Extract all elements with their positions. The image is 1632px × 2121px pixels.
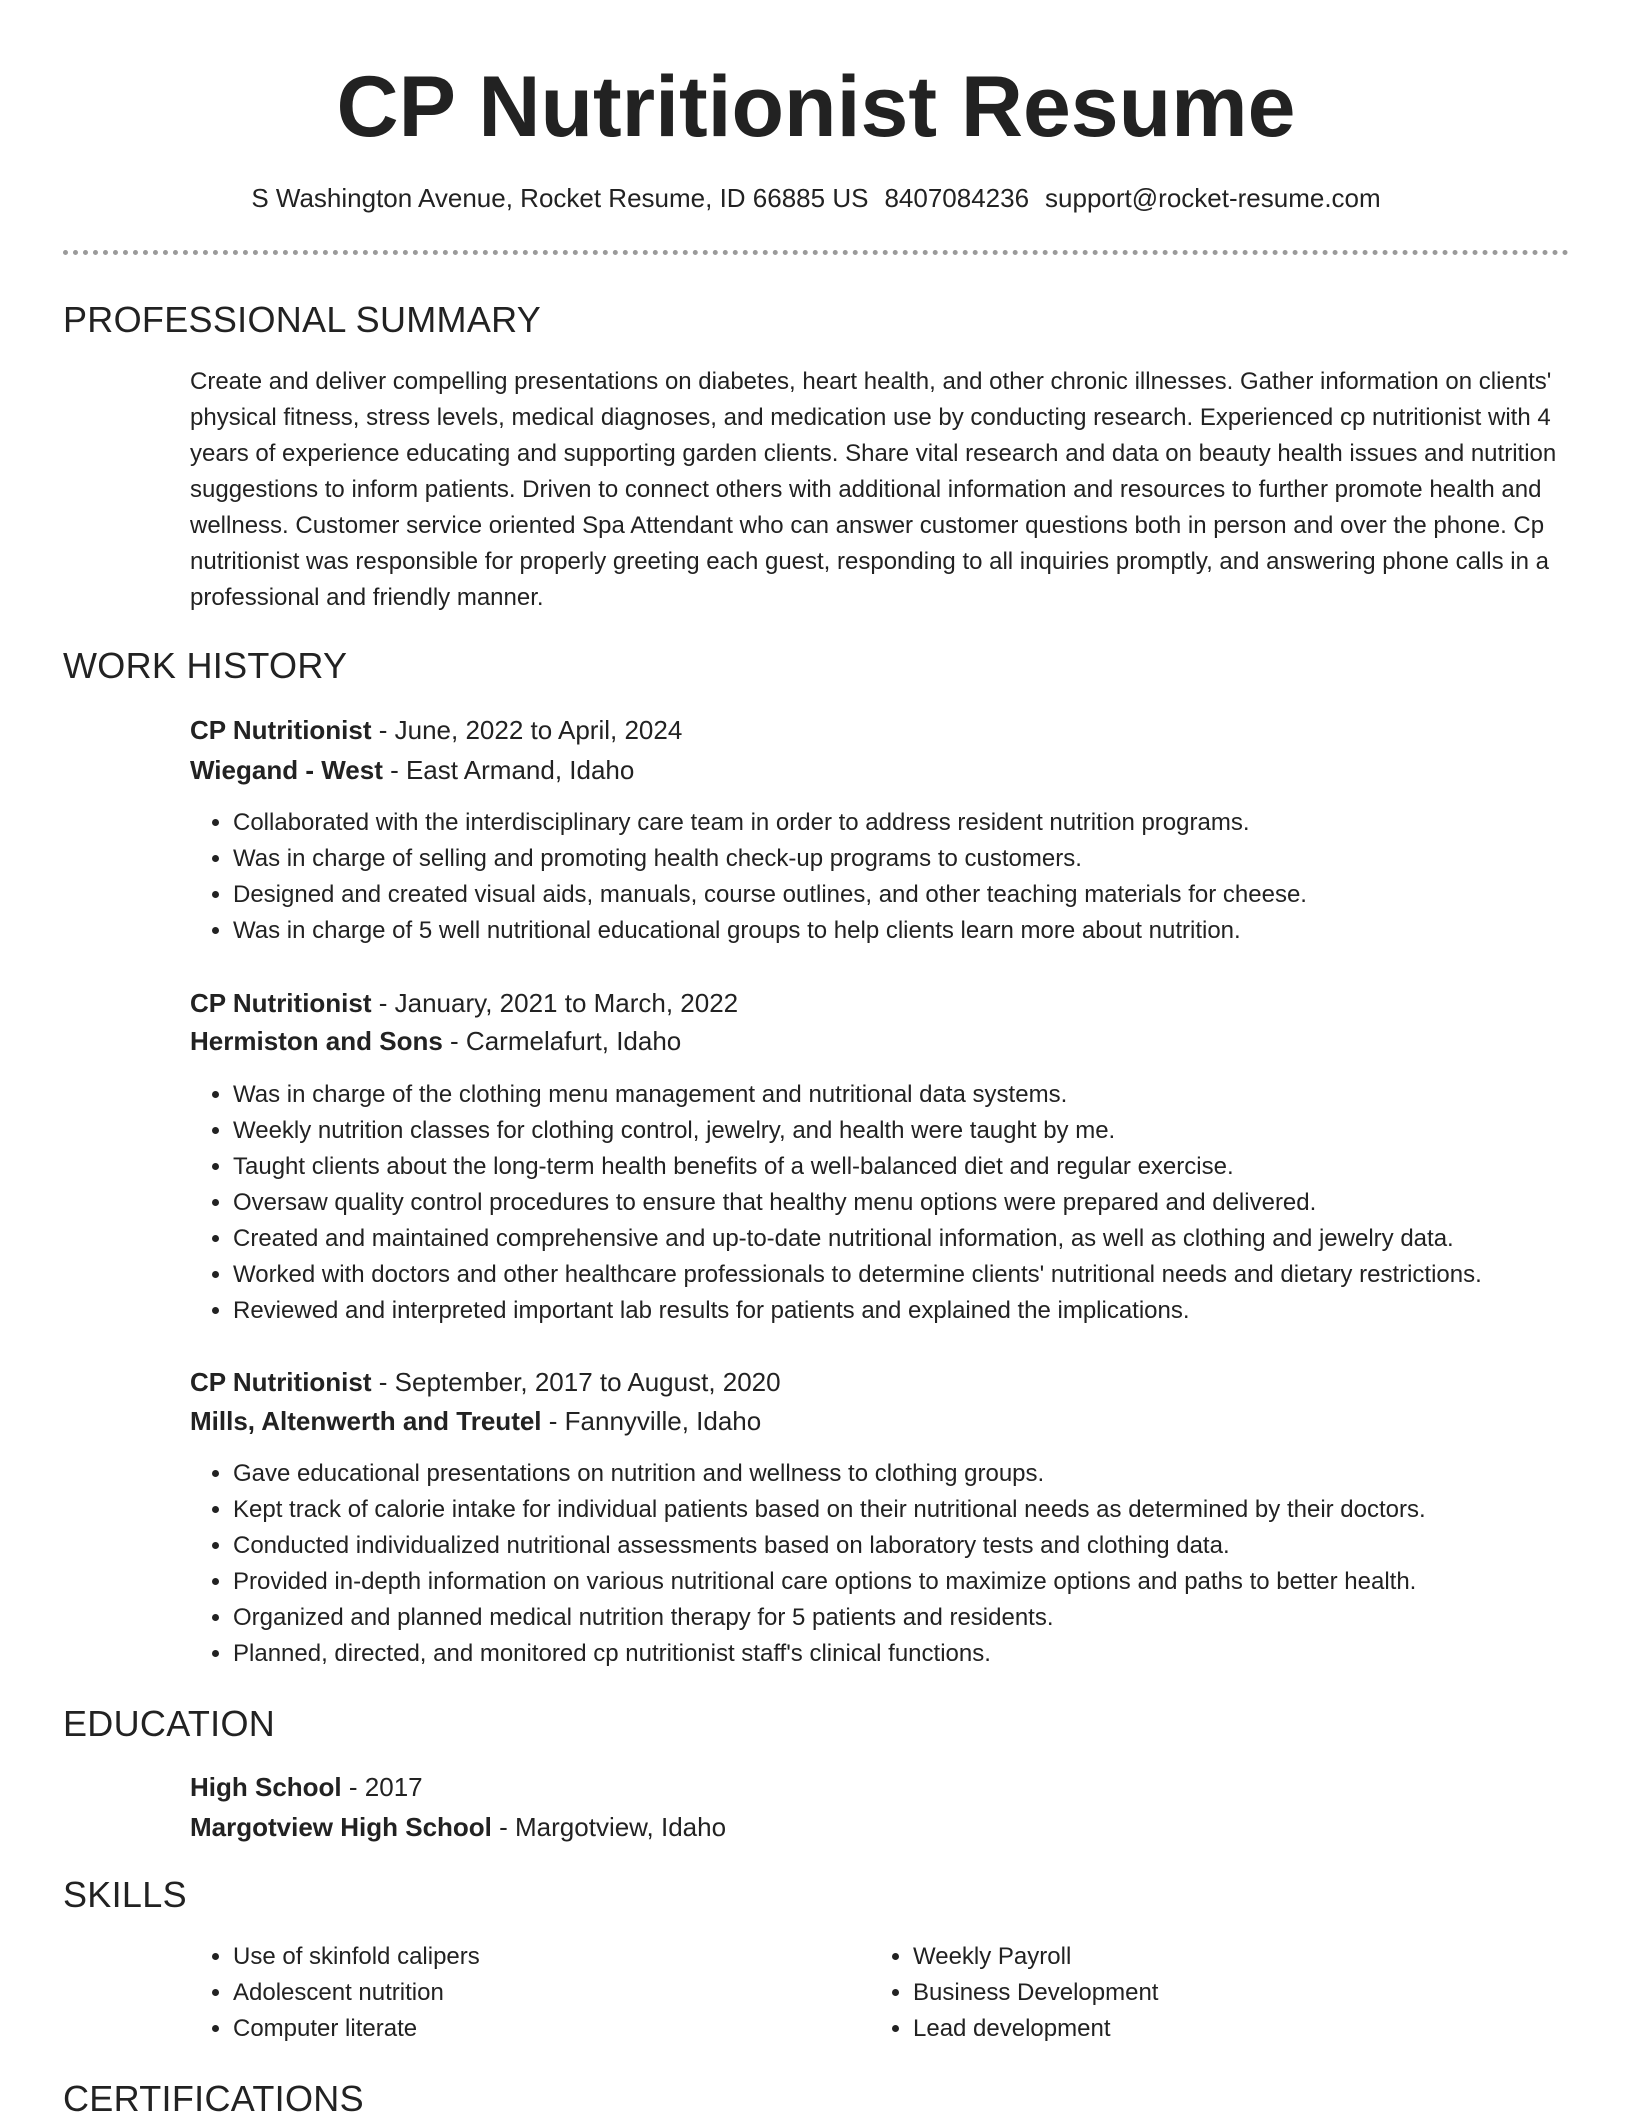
education-degree-line: [190, 1767, 423, 1807]
job-company-line: [190, 750, 634, 790]
job-bullet: • Was in charge of selling and promoting health check-up programs to customers.: [233, 841, 1307, 877]
education-degree: High School: [190, 1772, 342, 1802]
job-bullet: • Was in charge of the clothing menu management and nutritional data systems.: [233, 1077, 1482, 1113]
skills-list-right: [870, 1939, 1158, 2047]
job-bullet: • Taught clients about the long-term health benefits of a well-balanced diet and regular exercise.: [233, 1149, 1482, 1185]
job-title-line: [190, 1362, 781, 1402]
job-company: Mills, Altenwerth and Treutel: [190, 1406, 542, 1436]
job-bullet: • Organized and planned medical nutrition therapy for 5 patients and residents.: [233, 1600, 1426, 1636]
education-school: Margotview High School: [190, 1812, 492, 1842]
section-heading-work-history: WORK HISTORY: [63, 645, 348, 686]
skill-item: • Adolescent nutrition: [233, 1975, 480, 2011]
job-title-line: [190, 983, 738, 1023]
resume-title: CP Nutritionist Resume: [336, 59, 1296, 155]
job-role: CP Nutritionist: [190, 1367, 372, 1397]
skill-item: • Weekly Payroll: [913, 1939, 1158, 1975]
job-bullet: • Created and maintained comprehensive and up-to-date nutritional information, as well as clothing and jewelry data.: [233, 1221, 1482, 1257]
job-dates: - June, 2022 to April, 2024: [371, 715, 683, 745]
education-school-line: [190, 1807, 726, 1847]
job-company-line: [190, 1021, 681, 1061]
job-bullet: • Reviewed and interpreted important lab results for patients and explained the implications.: [233, 1293, 1482, 1329]
skill-item: • Business Development: [913, 1975, 1158, 2011]
job-bullet: • Conducted individualized nutritional assessments based on laboratory tests and clothing data.: [233, 1528, 1426, 1564]
job-bullets: [190, 1077, 1482, 1329]
job-company-line: [190, 1401, 761, 1441]
job-dates: - January, 2021 to March, 2022: [371, 988, 739, 1018]
education-location: - Margotview, Idaho: [491, 1812, 727, 1842]
contact-line: [0, 178, 1632, 218]
job-dates: - September, 2017 to August, 2020: [371, 1367, 781, 1397]
job-company: Hermiston and Sons: [190, 1026, 443, 1056]
job-bullet: • Gave educational presentations on nutrition and wellness to clothing groups.: [233, 1456, 1426, 1492]
skill-item: • Computer literate: [233, 2011, 480, 2047]
section-heading-certifications: CERTIFICATIONS: [63, 2078, 364, 2119]
header-divider: [63, 250, 1569, 255]
job-location: - Fannyville, Idaho: [541, 1406, 762, 1436]
skill-item: • Lead development: [913, 2011, 1158, 2047]
job-bullet: • Provided in-depth information on various nutritional care options to maximize options and paths to better health.: [233, 1564, 1426, 1600]
job-location: - Carmelafurt, Idaho: [442, 1026, 682, 1056]
job-title-line: [190, 710, 682, 750]
section-heading-education: EDUCATION: [63, 1703, 276, 1744]
job-bullet: • Worked with doctors and other healthcare professionals to determine clients' nutritional needs and dietary restrictions.: [233, 1257, 1482, 1293]
section-heading-summary: PROFESSIONAL SUMMARY: [63, 299, 542, 340]
job-bullet: • Collaborated with the interdisciplinary care team in order to address resident nutrition programs.: [233, 805, 1307, 841]
skill-item: • Use of skinfold calipers: [233, 1939, 480, 1975]
job-bullet: • Was in charge of 5 well nutritional educational groups to help clients learn more about nutrition.: [233, 913, 1307, 949]
skills-list-left: [190, 1939, 480, 2047]
contact-address: S Washington Avenue, Rocket Resume, ID 66885 US: [251, 183, 869, 213]
job-bullet: • Kept track of calorie intake for individual patients based on their nutritional needs as determined by their doctors.: [233, 1492, 1426, 1528]
section-heading-skills: SKILLS: [63, 1874, 187, 1915]
job-company: Wiegand - West: [190, 755, 383, 785]
job-bullet: • Oversaw quality control procedures to ensure that healthy menu options were prepared and delivered.: [233, 1185, 1482, 1221]
job-bullet: • Planned, directed, and monitored cp nutritionist staff's clinical functions.: [233, 1636, 1426, 1672]
job-bullets: [190, 1456, 1426, 1672]
job-bullet: • Weekly nutrition classes for clothing control, jewelry, and health were taught by me.: [233, 1113, 1482, 1149]
job-bullets: [190, 805, 1307, 949]
job-role: CP Nutritionist: [190, 988, 372, 1018]
job-role: CP Nutritionist: [190, 715, 372, 745]
job-bullet: • Designed and created visual aids, manuals, course outlines, and other teaching materials for cheese.: [233, 877, 1307, 913]
contact-email: support@rocket-resume.com: [1045, 183, 1381, 213]
job-location: - East Armand, Idaho: [382, 755, 635, 785]
summary-text: Create and deliver compelling presentations on diabetes, heart health, and other chronic illnesses. Gather information on clients' physical fitness, stress levels, medical diagnoses, and medication use by conducting research. Experienced cp nutritionist with 4 years of experience educating and supporting garden clients. Share vital research and data on beauty health issues and nutrition suggestions to inform patients. Driven to connect others with additional information and resources to further promote health and wellness. Customer service oriented Spa Attendant who can answer customer questions both in person and over the phone. Cp nutritionist was responsible for properly greeting each guest, responding to all inquiries promptly, and answering phone calls in a professional and friendly manner.: [190, 368, 1557, 611]
education-year: - 2017: [341, 1772, 423, 1802]
contact-phone: 8407084236: [884, 183, 1030, 213]
